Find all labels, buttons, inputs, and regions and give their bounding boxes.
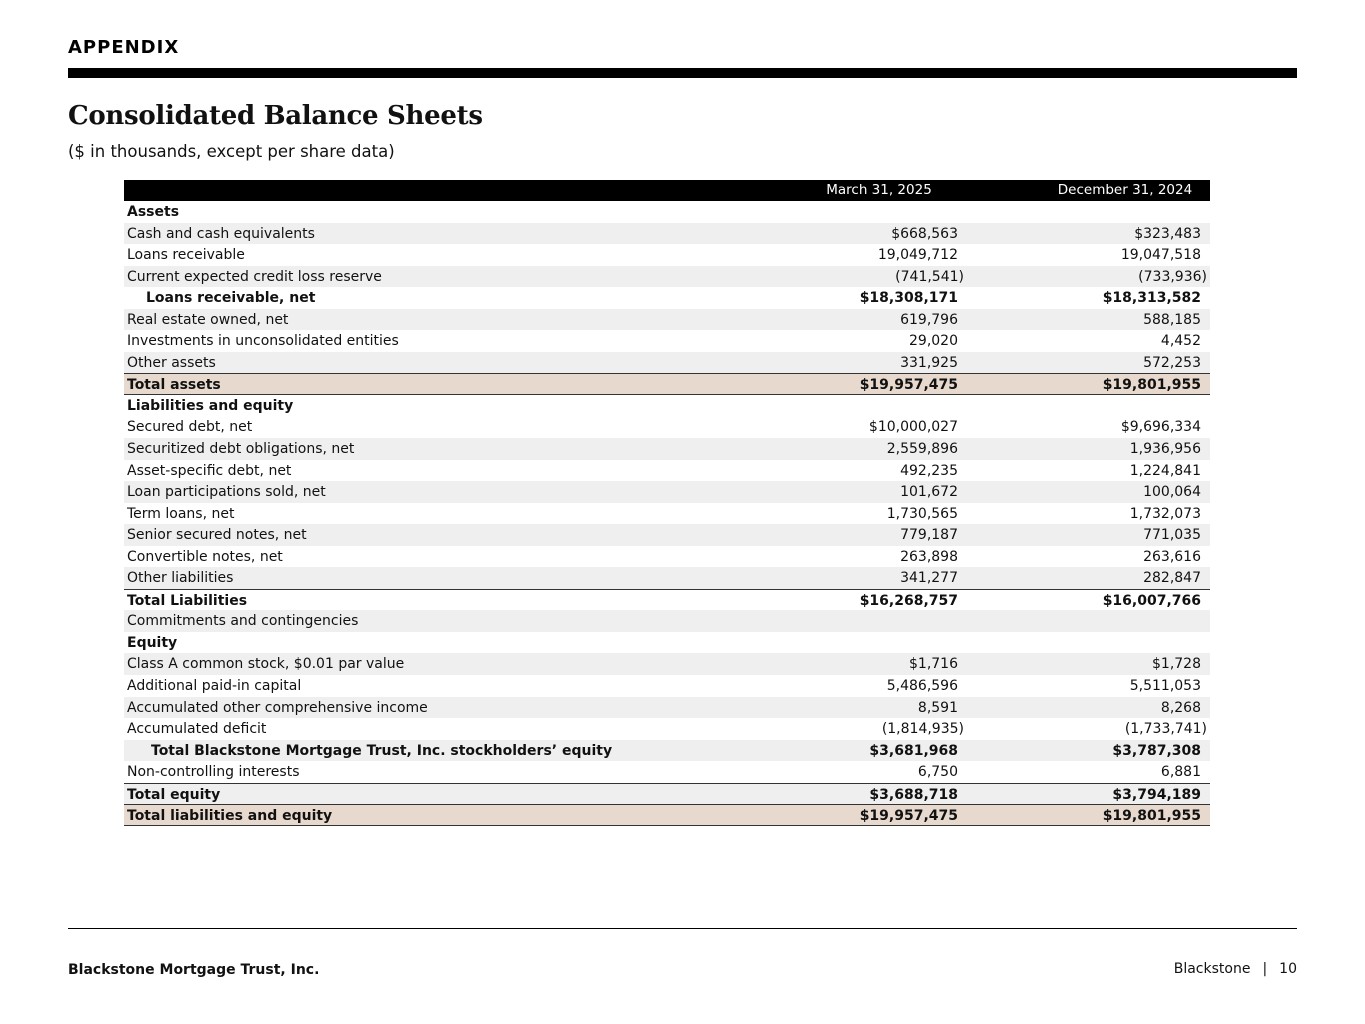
row-label: Class A common stock, $0.01 par value bbox=[127, 656, 405, 673]
value-march-2025: 19,049,712 bbox=[877, 247, 958, 264]
table-row bbox=[124, 416, 1210, 438]
table-header-row bbox=[124, 180, 1210, 201]
row-label: Accumulated other comprehensive income bbox=[127, 699, 428, 716]
table-row bbox=[124, 546, 1210, 568]
row-label: Convertible notes, net bbox=[127, 548, 283, 565]
row-label: Total Liabilities bbox=[127, 592, 248, 609]
value-march-2025: $18,308,171 bbox=[859, 290, 958, 307]
value-december-2024: 588,185 bbox=[1143, 311, 1201, 328]
row-label: Investments in unconsolidated entities bbox=[127, 333, 399, 350]
row-label: Secured debt, net bbox=[127, 419, 253, 436]
value-march-2025: 101,672 bbox=[900, 484, 958, 501]
value-december-2024: (733,936) bbox=[1138, 268, 1207, 285]
section-header-equity bbox=[124, 632, 1210, 654]
value-december-2024: $3,794,189 bbox=[1112, 786, 1201, 803]
section-label: APPENDIX bbox=[68, 37, 180, 58]
row-label: Cash and cash equivalents bbox=[127, 225, 315, 242]
value-december-2024: 263,616 bbox=[1143, 548, 1201, 565]
value-march-2025: 1,730,565 bbox=[886, 505, 958, 522]
row-label: Loan participations sold, net bbox=[127, 484, 326, 501]
row-label: Term loans, net bbox=[127, 505, 235, 522]
table-row bbox=[124, 675, 1210, 697]
row-label: Current expected credit loss reserve bbox=[127, 268, 382, 285]
value-december-2024: 6,881 bbox=[1160, 764, 1201, 781]
value-march-2025: $3,688,718 bbox=[869, 786, 958, 803]
value-march-2025: 492,235 bbox=[900, 462, 958, 479]
footer-separator: | bbox=[1262, 961, 1268, 977]
value-december-2024: 1,936,956 bbox=[1129, 441, 1201, 458]
row-label: Loans receivable, net bbox=[146, 290, 316, 307]
row-label: Total Blackstone Mortgage Trust, Inc. stockholders’ equity bbox=[151, 742, 613, 759]
column-header-december-2024: December 31, 2024 bbox=[1057, 182, 1193, 198]
table-row bbox=[124, 330, 1210, 352]
footer-brand: Blackstone bbox=[1173, 961, 1251, 977]
row-label: Asset-specific debt, net bbox=[127, 462, 292, 479]
value-december-2024: 572,253 bbox=[1143, 354, 1201, 371]
value-march-2025: 263,898 bbox=[900, 548, 958, 565]
table-row bbox=[124, 503, 1210, 525]
value-december-2024: 771,035 bbox=[1143, 527, 1201, 544]
value-march-2025: 341,277 bbox=[900, 570, 958, 587]
value-december-2024: $18,313,582 bbox=[1102, 290, 1201, 307]
value-december-2024: $1,728 bbox=[1152, 656, 1201, 673]
value-december-2024: 1,732,073 bbox=[1129, 505, 1201, 522]
table-row bbox=[124, 653, 1210, 675]
value-march-2025: $19,957,475 bbox=[859, 377, 958, 394]
row-label: Commitments and contingencies bbox=[127, 613, 359, 630]
value-march-2025: $16,268,757 bbox=[859, 592, 958, 609]
table-row bbox=[124, 718, 1210, 740]
row-label: Assets bbox=[127, 204, 180, 220]
table-row bbox=[124, 309, 1210, 331]
value-march-2025: $668,563 bbox=[891, 225, 958, 242]
total-liabilities-row bbox=[124, 589, 1210, 611]
value-december-2024: 5,511,053 bbox=[1129, 678, 1201, 695]
table-row bbox=[124, 460, 1210, 482]
header-rule bbox=[68, 68, 1297, 78]
table-row bbox=[124, 438, 1210, 460]
table-row bbox=[124, 697, 1210, 719]
total-equity-row bbox=[124, 783, 1210, 805]
page-number: 10 bbox=[1279, 961, 1297, 977]
row-label: Loans receivable bbox=[127, 247, 245, 264]
table-row bbox=[124, 244, 1210, 266]
value-march-2025: (741,541) bbox=[895, 268, 964, 285]
row-label: Senior secured notes, net bbox=[127, 527, 307, 544]
subtotal-row bbox=[124, 740, 1210, 762]
row-label: Liabilities and equity bbox=[127, 397, 294, 414]
row-label: Additional paid-in capital bbox=[127, 678, 302, 695]
value-march-2025: $1,716 bbox=[909, 656, 958, 673]
page-subtitle: ($ in thousands, except per share data) bbox=[68, 142, 395, 161]
row-label: Other liabilities bbox=[127, 570, 234, 587]
row-label: Real estate owned, net bbox=[127, 311, 289, 328]
value-march-2025: $3,681,968 bbox=[869, 742, 958, 759]
table-row bbox=[124, 352, 1210, 374]
value-march-2025: $19,957,475 bbox=[859, 808, 958, 825]
value-december-2024: 100,064 bbox=[1143, 484, 1201, 501]
value-december-2024: (1,733,741) bbox=[1124, 721, 1207, 738]
value-december-2024: 19,047,518 bbox=[1120, 247, 1201, 264]
row-label: Securitized debt obligations, net bbox=[127, 441, 355, 458]
table-row bbox=[124, 223, 1210, 245]
row-label: Non-controlling interests bbox=[127, 764, 300, 781]
footer-company-name: Blackstone Mortgage Trust, Inc. bbox=[68, 962, 320, 978]
table-row bbox=[124, 481, 1210, 503]
footer-right bbox=[1174, 961, 1297, 977]
value-march-2025: 331,925 bbox=[900, 354, 958, 371]
table-row bbox=[124, 524, 1210, 546]
total-assets-row bbox=[124, 373, 1210, 395]
value-march-2025: 5,486,596 bbox=[886, 678, 958, 695]
section-header-liabilities bbox=[124, 395, 1210, 417]
page-title: Consolidated Balance Sheets bbox=[68, 101, 483, 131]
value-december-2024: 282,847 bbox=[1143, 570, 1201, 587]
value-december-2024: $16,007,766 bbox=[1102, 592, 1201, 609]
value-march-2025: (1,814,935) bbox=[881, 721, 964, 738]
footer-rule bbox=[68, 928, 1297, 929]
total-liabilities-and-equity-row bbox=[124, 804, 1210, 826]
table-row bbox=[124, 567, 1210, 589]
row-label: Accumulated deficit bbox=[127, 721, 267, 738]
balance-sheet-table bbox=[124, 180, 1210, 826]
value-december-2024: $19,801,955 bbox=[1102, 377, 1201, 394]
value-december-2024: $9,696,334 bbox=[1120, 419, 1201, 436]
row-label: Total liabilities and equity bbox=[127, 808, 333, 825]
table-row bbox=[124, 266, 1210, 288]
value-march-2025: 6,750 bbox=[917, 764, 958, 781]
value-december-2024: 8,268 bbox=[1160, 699, 1201, 716]
column-header-march-2025: March 31, 2025 bbox=[826, 182, 932, 198]
value-march-2025: 779,187 bbox=[900, 527, 958, 544]
value-march-2025: $10,000,027 bbox=[868, 419, 958, 436]
value-december-2024: $19,801,955 bbox=[1102, 808, 1201, 825]
row-label: Total assets bbox=[127, 377, 221, 394]
row-label: Total equity bbox=[127, 786, 221, 803]
value-december-2024: $323,483 bbox=[1134, 225, 1201, 242]
value-march-2025: 2,559,896 bbox=[886, 441, 958, 458]
value-december-2024: 4,452 bbox=[1160, 333, 1201, 350]
value-march-2025: 619,796 bbox=[900, 311, 958, 328]
value-december-2024: 1,224,841 bbox=[1129, 462, 1201, 479]
table-row bbox=[124, 761, 1210, 783]
subtotal-row bbox=[124, 287, 1210, 309]
row-label: Other assets bbox=[127, 354, 216, 371]
row-label: Equity bbox=[127, 634, 178, 651]
value-december-2024: $3,787,308 bbox=[1112, 742, 1201, 759]
value-march-2025: 29,020 bbox=[909, 333, 958, 350]
table-row bbox=[124, 610, 1210, 632]
section-header-assets bbox=[124, 201, 1210, 223]
value-march-2025: 8,591 bbox=[917, 699, 958, 716]
